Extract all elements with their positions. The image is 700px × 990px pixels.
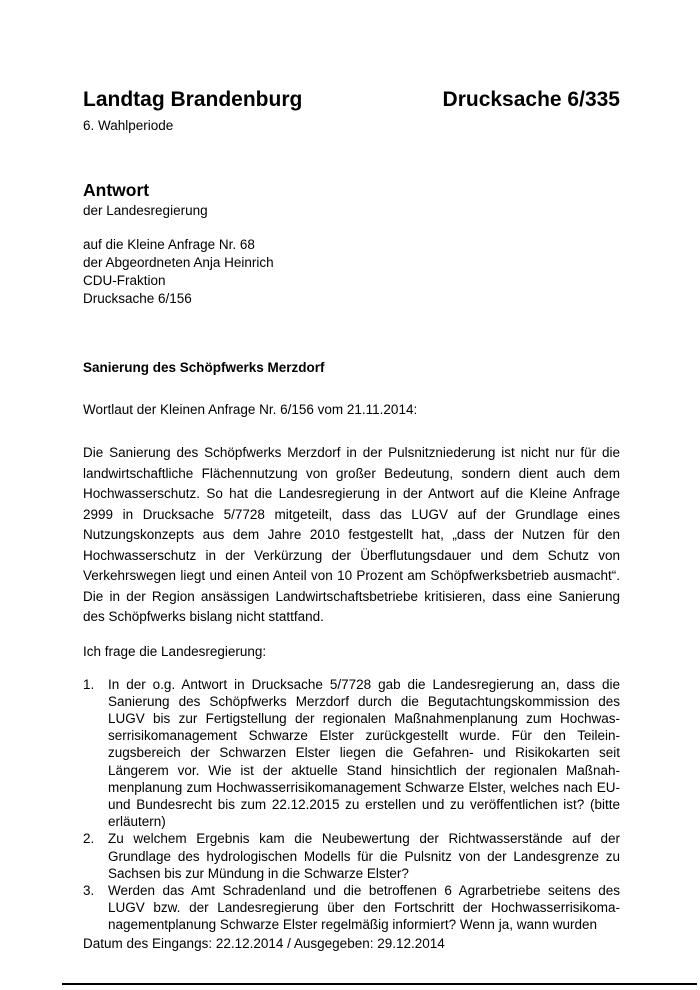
question-list xyxy=(83,676,620,934)
reference-block xyxy=(83,236,620,308)
question-number: 1. xyxy=(83,676,95,692)
answer-heading: Antwort xyxy=(83,180,150,200)
question-number: 3. xyxy=(83,882,95,898)
question-text: In der o.g. Antwort in Drucksache 5/7728 gab die Landesregierung an, dass die Sanierung des Schöpfwerks Merzdorf durch die Begutachtungskommission des LUGV bis zur Fertigstellung der regionalen Maßnahmenplanung zum Hochwasserrisikomanagement Schwarze Elster zurückgestellt wurde. Für den Teileinzugsbereich der Schwarzen Elster liegen die Gefahren- und Risikokarten seit Längerem vor. Wie ist der aktuelle Stand hinsichtlich der regionalen Maßnahmenplanung zum Hochwasserrisikomanagement Schwarze Elster, welches nach EU- und Bundesrecht bis zum 22.12.2015 zu erstellen und zu veröffentlichen ist? (bitte erläutern) xyxy=(108,676,620,830)
page-bottom-rule xyxy=(62,983,697,985)
subject-line: Sanierung des Schöpfwerks Merzdorf xyxy=(83,360,325,375)
question-item xyxy=(83,830,620,882)
ask-line: Ich frage die Landesregierung: xyxy=(83,643,267,659)
body-paragraph: Die Sanierung des Schöpfwerks Merzdorf in der Pulsnitzniederung ist nicht nur für die landwirtschaftliche Flächennutzung von großer Bedeutung, sondern dient auch dem Hochwasserschutz. So hat die Landesregierung in der Antwort auf die Kleine Anfrage 2999 in Drucksache 5/7728 mitgeteilt, dass das LUGV auf der Grundlage eines Nutzungskonzepts aus dem Jahre 2010 festgestellt hat, „dass der Nutzen für den Hochwasserschutz in der Verkürzung der Überflutungsdauer und dem Schutz von Verkehrswegen liegt und einen Anteil von 10 Prozent am Schöpfwerksbetrieb ausmacht“. Die in der Region ansässigen Landwirtschaftsbetriebe kritisieren, dass eine Sanierung des Schöpfwerks bislang nicht stattfand. xyxy=(83,445,620,624)
question-number: 2. xyxy=(83,831,95,847)
reference-line: CDU-Fraktion xyxy=(83,273,166,288)
masthead xyxy=(83,88,620,112)
institution-title: Landtag Brandenburg xyxy=(83,88,303,111)
question-item xyxy=(83,676,620,831)
question-intro-line: Wortlaut der Kleinen Anfrage Nr. 6/156 vom 21.11.2014: xyxy=(83,402,418,417)
question-text: Zu welchem Ergebnis kam die Neubewertung der Richtwasserstände auf der Grundlage des hydrologischen Modells für die Pulsnitz von der Landesgrenze zu Sachsen bis zur Mündung in die Schwarze Elster? xyxy=(108,831,620,881)
reference-line: Drucksache 6/156 xyxy=(83,291,192,306)
document-number: Drucksache 6/335 xyxy=(442,88,620,111)
footer-date-line: Datum des Eingangs: 22.12.2014 / Ausgegeben: 29.12.2014 xyxy=(83,936,445,951)
reference-line: der Abgeordneten Anja Heinrich xyxy=(83,255,274,270)
answer-subheading: der Landesregierung xyxy=(83,203,208,218)
reference-line: auf die Kleine Anfrage Nr. 68 xyxy=(83,237,255,252)
legislative-period: 6. Wahlperiode xyxy=(83,118,174,133)
question-item xyxy=(83,882,620,934)
question-text: Werden das Amt Schradenland und die betroffenen 6 Agrarbetriebe seitens des LUGV bzw. der Landesregierung über den Fortschritt der Hochwasserrisikomanagementplanung Schwarze Elster regelmäßig informiert? Wenn ja, wann wurden xyxy=(108,882,620,933)
